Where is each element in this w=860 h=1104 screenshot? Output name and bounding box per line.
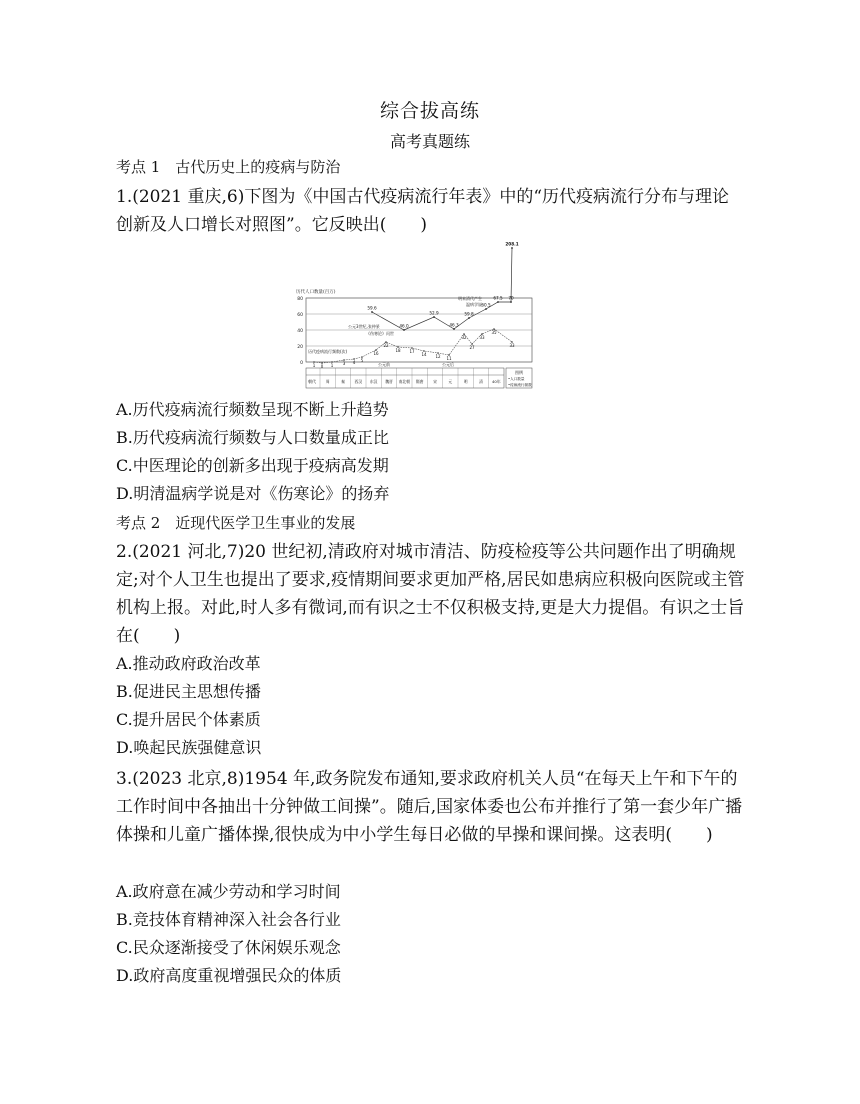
y-tick-label: 20: [297, 345, 303, 350]
epidemic-label: 27: [469, 345, 475, 350]
y-tick-label: 40: [297, 329, 303, 334]
chart-annotation: 公元3世纪,张仲景: [348, 324, 380, 329]
period-row-label: 朝代: [308, 379, 316, 384]
population-point: [497, 301, 499, 303]
y-tick-label: 0: [300, 361, 303, 366]
y-axis-label: 历代人口数量(百万): [296, 290, 336, 295]
period-label: 南北朝: [398, 379, 411, 384]
period-label: 宋: [433, 379, 437, 384]
epidemic-label: 33: [509, 343, 515, 348]
population-point: [485, 308, 487, 310]
epidemic-label: 22: [383, 343, 389, 348]
period-label: 元: [448, 379, 453, 384]
epidemic-label: 17: [409, 349, 415, 354]
population-label: 60.5: [481, 302, 491, 308]
question-3-option-b[interactable]: B.竞技体育精神深入社会各行业: [116, 910, 341, 929]
population-point: [403, 329, 405, 331]
period-label: 秦: [341, 379, 345, 384]
population-point: [468, 317, 470, 319]
period-label: 魏晋: [385, 379, 393, 384]
chart-svg: [286, 232, 546, 392]
population-label: 67.5: [493, 295, 503, 301]
question-2-option-d[interactable]: D.唤起民族强健意识: [116, 738, 262, 757]
legend-item: •疫病流行频数: [508, 383, 532, 387]
period-label: 明: [463, 379, 468, 384]
question-2-option-b[interactable]: B.促进民主思想传播: [116, 682, 261, 701]
period-label: 40年: [492, 379, 501, 384]
y-tick-label: 60: [297, 313, 303, 318]
chart-annotation: 温病学说: [466, 302, 482, 307]
question-3-option-a[interactable]: A.政府意在减少劳动和学习时间: [116, 882, 341, 901]
population-label: 208.1: [505, 241, 519, 247]
epidemic-label: 0: [320, 364, 324, 369]
population-point: [510, 301, 512, 303]
question-1-option-d[interactable]: D.明清温病学说是对《伤寒论》的扬弃: [116, 484, 390, 503]
question-3-option-c[interactable]: C.民众逐渐接受了休闲娱乐观念: [116, 938, 341, 957]
epidemic-label: 35: [491, 330, 497, 335]
chart-annotation: 公元后: [442, 362, 454, 367]
period-table: [306, 368, 504, 388]
chart-annotation: 历代疫病流行频数(次): [308, 349, 348, 354]
question-1-option-c[interactable]: C.中医理论的创新多出现于疫病高发期: [116, 456, 389, 475]
question-3-stem: 3.(2023 北京,8)1954 年,政务院发布通知,要求政府机关人员“在每天上午和下午的工作时间中各抽出十分钟做工间操”。随后,国家体委也公布并推行了第一套少年广播体操和儿童广播体操,很快成为中小学生每日必做的早操和课间操。这表明( ): [116, 769, 743, 845]
population-line: [372, 248, 512, 330]
section-1-label: 考点 1 古代历史上的疫病与防治: [116, 158, 341, 176]
epidemic-label: 5: [360, 358, 364, 363]
population-label: 46.3: [449, 322, 459, 328]
legend-title: 图例: [515, 370, 523, 375]
question-2-option-c[interactable]: C.提升居民个体素质: [116, 710, 261, 729]
epidemic-population-chart: [286, 232, 546, 392]
population-point: [371, 311, 373, 313]
question-3-option-d[interactable]: D.政府高度重视增强民众的体质: [116, 966, 342, 985]
population-label: 46.0: [399, 323, 409, 329]
population-point: [433, 316, 435, 318]
period-label: 东汉: [369, 379, 378, 384]
epidemic-label: 16: [373, 351, 379, 356]
population-label: 59.6: [367, 305, 377, 311]
epidemic-label: 1: [330, 363, 334, 368]
period-label: 清: [479, 379, 483, 384]
epidemic-label: 1: [312, 363, 316, 368]
section-2-label: 考点 2 近现代医学卫生事业的发展: [116, 514, 356, 532]
question-1-option-a[interactable]: A.历代疫病流行频数呈现不断上升趋势: [116, 400, 389, 419]
chart-annotation: 公元前: [378, 362, 390, 367]
page-title: 综合拔高练: [379, 100, 480, 122]
population-label: 52.9: [429, 310, 439, 316]
epidemic-label: 4: [352, 360, 356, 365]
epidemic-label: 3: [342, 361, 346, 366]
population-point: [511, 247, 513, 249]
chart-annotation: 《伤寒论》问世: [366, 331, 394, 336]
epidemic-label: 14: [421, 352, 427, 357]
question-2-option-a[interactable]: A.推动政府政治改革: [116, 654, 261, 673]
period-label: 隋唐: [415, 379, 424, 384]
epidemic-label: 11: [446, 356, 452, 361]
period-label: 周: [325, 379, 330, 384]
question-2-stem: 2.(2021 河北,7)20 世纪初,清政府对城市清洁、防疫检疫等公共问题作出了明确规定;对个人卫生也提出了要求,疫情期间要求更加严格,居民如患病应积极向医院或主管机构上报。对此,时人多有微词,而有识之士不仅积极支持,更是大力提倡。有识之士旨在( ): [116, 542, 745, 646]
population-label: 70: [508, 295, 514, 301]
legend-item: •人口数量: [508, 377, 525, 381]
epidemic-label: 18: [395, 348, 401, 353]
y-tick-label: 80: [297, 297, 303, 302]
epidemic-label: 32: [461, 335, 467, 340]
period-label: 西汉: [354, 379, 363, 384]
page-subtitle: 高考真题练: [389, 132, 470, 151]
population-point: [453, 328, 455, 330]
epidemic-label: 33: [479, 335, 485, 340]
question-1-option-b[interactable]: B.历代疫病流行频数与人口数量成正比: [116, 428, 389, 447]
question-1-stem: 1.(2021 重庆,6)下图为《中国古代疫病流行年表》中的“历代疫病流行分布与理论创新及人口增长对照图”。它反映出( ): [116, 187, 730, 235]
chart-annotation: 明末清代产生: [458, 296, 482, 301]
epidemic-label: 12: [435, 354, 441, 359]
population-label: 59.8: [464, 311, 474, 317]
